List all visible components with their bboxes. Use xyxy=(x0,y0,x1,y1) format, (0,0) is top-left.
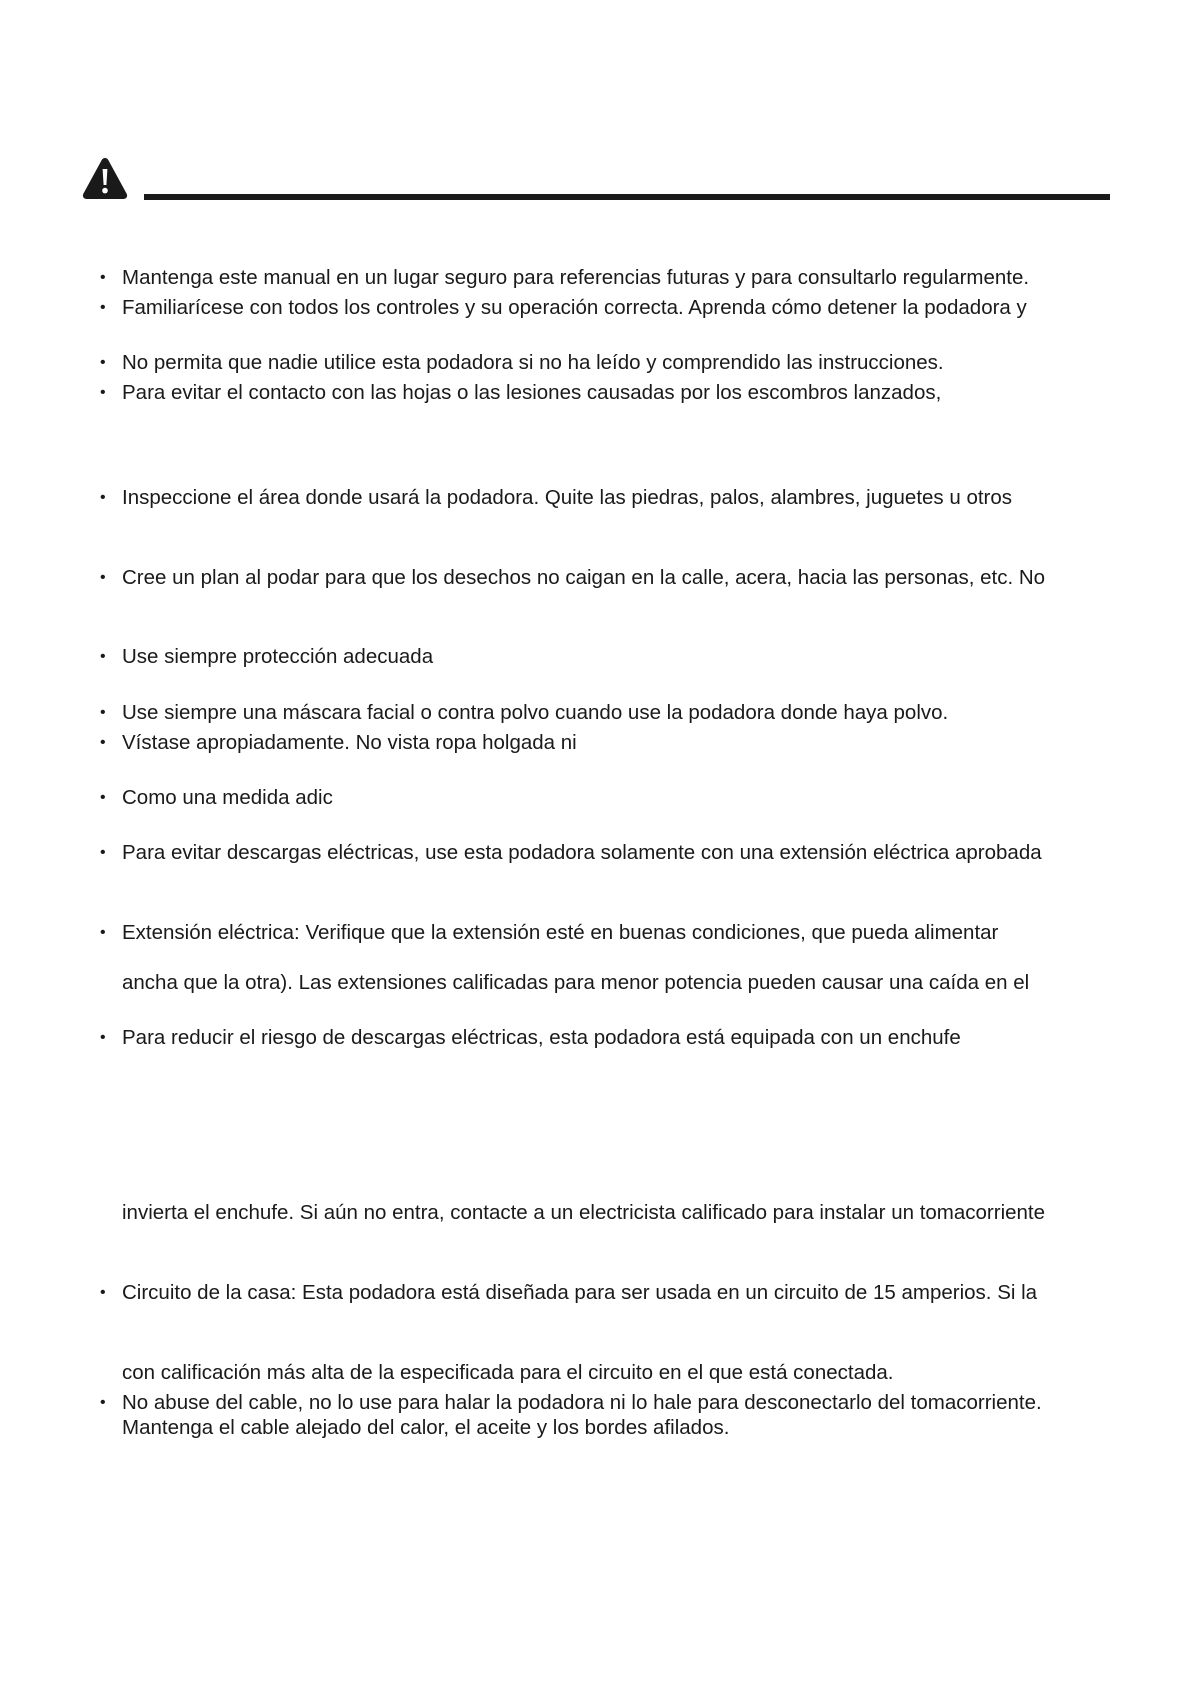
list-item: • Use siempre una máscara facial o contra polvo cuando use la podadora donde haya polvo. xyxy=(122,701,948,725)
list-item-continuation: Mantenga el cable alejado del calor, el aceite y los bordes afilados. xyxy=(122,1416,730,1439)
list-item: • No abuse del cable, no lo use para halar la podadora ni lo hale para desconectarlo del tomacorriente. xyxy=(122,1391,1042,1415)
list-item: • Vístase apropiadamente. No vista ropa holgada ni xyxy=(122,731,577,755)
list-item: • No permita que nadie utilice esta podadora si no ha leído y comprendido las instrucciones. xyxy=(122,351,944,375)
list-item-continuation: ancha que la otra). Las extensiones calificadas para menor potencia pueden causar una caída en el xyxy=(122,971,1030,994)
warning-triangle-icon xyxy=(82,156,128,200)
list-item: • Cree un plan al podar para que los desechos no caigan en la calle, acera, hacia las personas, etc. No xyxy=(122,566,1045,590)
list-item: • Como una medida adic xyxy=(122,786,333,810)
list-item-continuation: con calificación más alta de la especificada para el circuito en el que está conectada. xyxy=(122,1361,894,1384)
list-item: • Familiarícese con todos los controles y su operación correcta. Aprenda cómo detener la podadora y xyxy=(122,296,1027,320)
list-item: • Mantenga este manual en un lugar seguro para referencias futuras y para consultarlo regularmente. xyxy=(122,266,1029,290)
list-item: • Use siempre protección adecuada xyxy=(122,645,433,669)
section-header xyxy=(82,156,1110,202)
list-item: • Para evitar descargas eléctricas, use esta podadora solamente con una extensión eléctrica aprobada xyxy=(122,841,1042,865)
header-rule xyxy=(144,194,1110,200)
list-item-continuation: invierta el enchufe. Si aún no entra, contacte a un electricista calificado para instalar un tomacorriente xyxy=(122,1201,1046,1224)
list-item: • Circuito de la casa: Esta podadora está diseñada para ser usada en un circuito de 15 amperios. Si la xyxy=(122,1281,1037,1305)
list-item: • Extensión eléctrica: Verifique que la extensión esté en buenas condiciones, que pueda alimentar xyxy=(122,921,998,945)
list-item: • Inspeccione el área donde usará la podadora. Quite las piedras, palos, alambres, juguetes u otros xyxy=(122,486,1012,510)
list-item: • Para reducir el riesgo de descargas eléctricas, esta podadora está equipada con un enchufe xyxy=(122,1026,961,1050)
list-item: • Para evitar el contacto con las hojas o las lesiones causadas por los escombros lanzados, xyxy=(122,381,941,405)
